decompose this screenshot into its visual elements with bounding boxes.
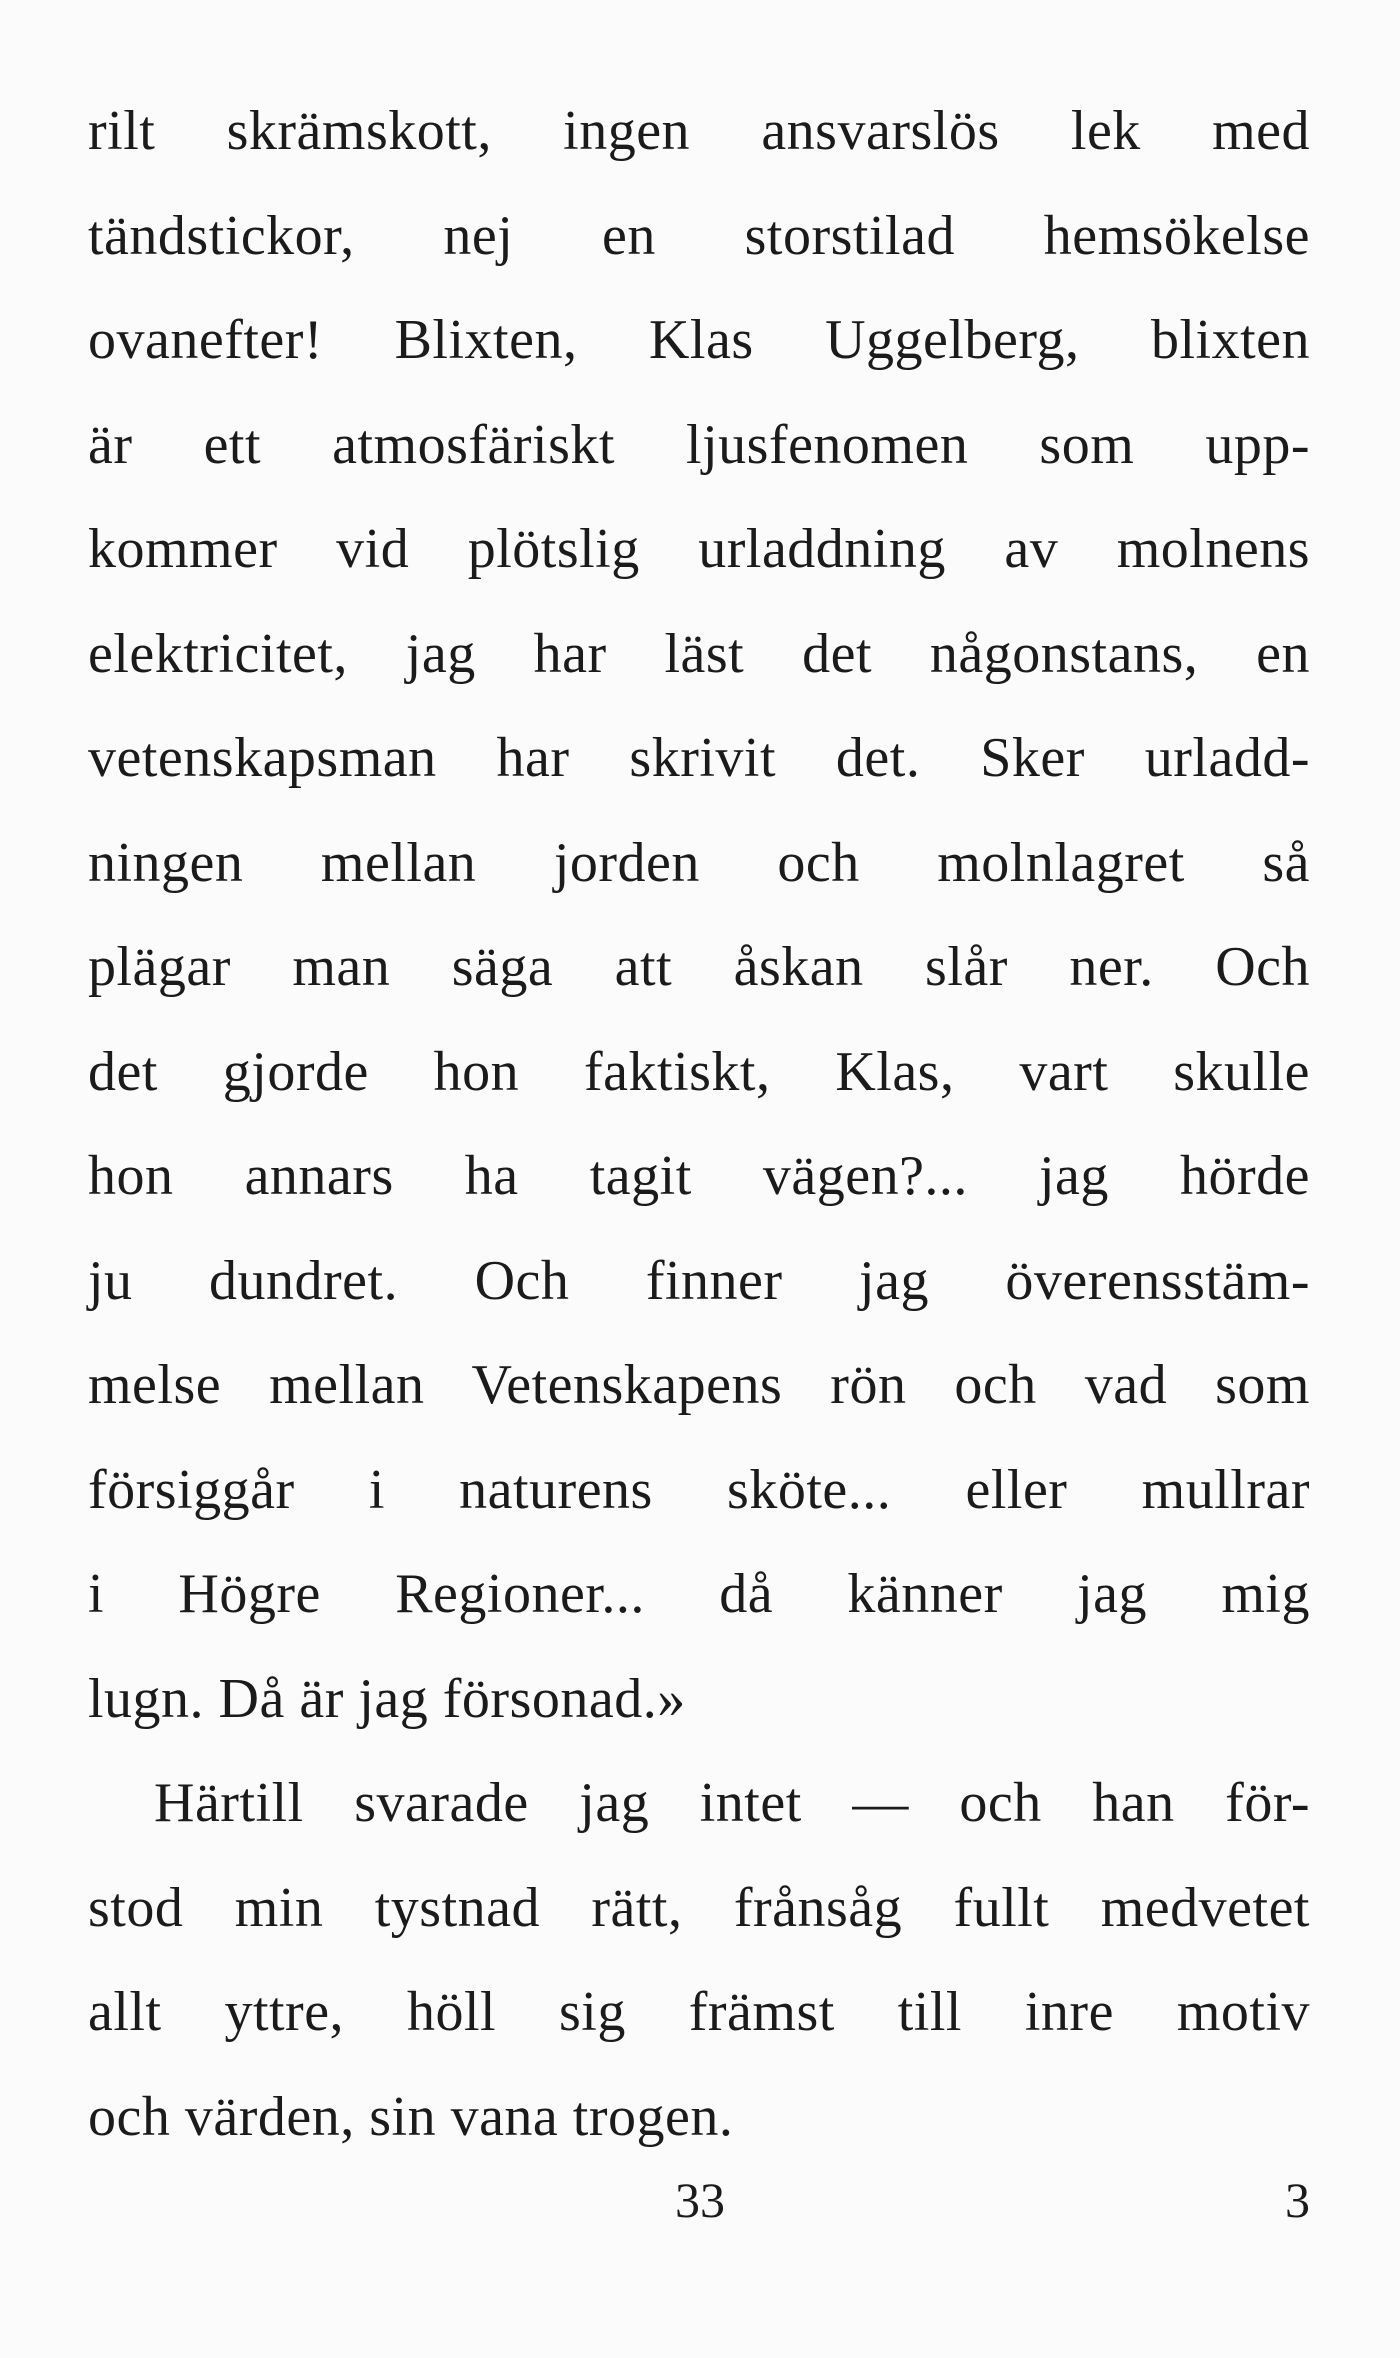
page-footer xyxy=(0,2165,1400,2235)
text-line: är ett atmosfäriskt ljusfenomen som upp- xyxy=(88,413,1310,476)
text-line: tändstickor, nej en storstilad hemsökelse xyxy=(88,204,1310,267)
body-text xyxy=(88,96,1310,2186)
text-line: ningen mellan jorden och molnlagret så xyxy=(88,831,1310,894)
text-line: ovanefter! Blixten, Klas Uggelberg, blixten xyxy=(88,309,1310,371)
text-line: elektricitet, jag har läst det någonstans, en xyxy=(88,622,1310,685)
text-line: vetenskapsman har skrivit det. Sker urladd- xyxy=(88,727,1310,789)
text-line: rilt skrämskott, ingen ansvarslös lek med xyxy=(88,100,1310,162)
text-line: i Högre Regioner... då känner jag mig xyxy=(88,1563,1310,1625)
paragraph-end-line: lugn. Då är jag försonad.» xyxy=(88,1667,686,1730)
text-line: allt yttre, höll sig främst till inre motiv xyxy=(88,1981,1310,2043)
text-line: melse mellan Vetenskapens rön och vad som xyxy=(88,1354,1310,1416)
text-line: plägar man säga att åskan slår ner. Och xyxy=(88,936,1310,998)
text-line: ju dundret. Och finner jag överensstäm- xyxy=(88,1249,1310,1312)
paragraph-end-line: och värden, sin vana trogen. xyxy=(88,2085,734,2148)
text-line: hon annars ha tagit vägen?... jag hörde xyxy=(88,1145,1310,1207)
page-number: 33 xyxy=(675,2172,725,2228)
text-line: kommer vid plötslig urladdning av molnens xyxy=(88,518,1310,580)
paragraph-start-line: Härtill svarade jag intet — och han för- xyxy=(154,1772,1310,1834)
text-line: det gjorde hon faktiskt, Klas, vart skulle xyxy=(88,1040,1310,1103)
text-line: försiggår i naturens sköte... eller mullrar xyxy=(88,1458,1310,1521)
signature-mark: 3 xyxy=(1285,2172,1310,2228)
text-line: stod min tystnad rätt, frånsåg fullt medvetet xyxy=(88,1876,1310,1939)
